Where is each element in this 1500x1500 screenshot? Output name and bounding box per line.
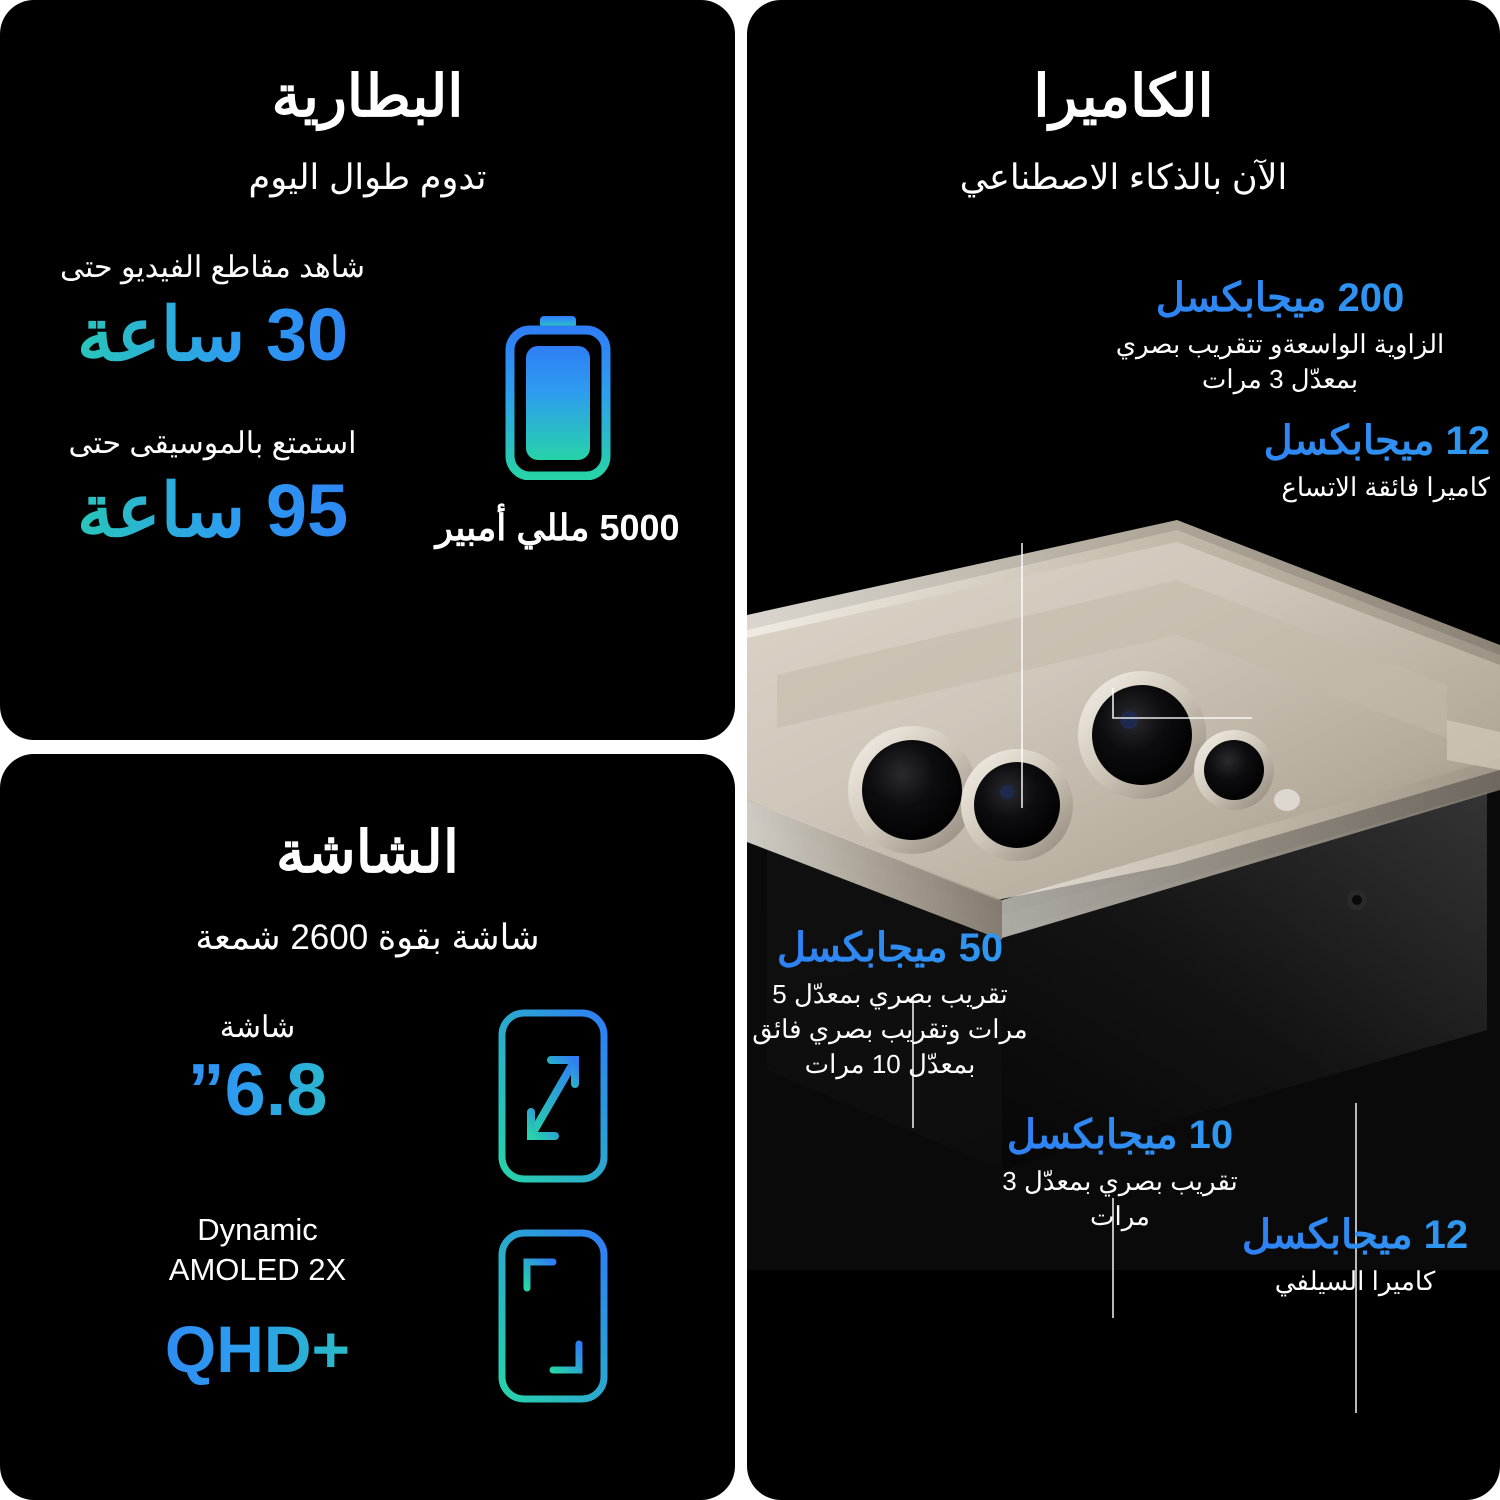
display-panel-line2: AMOLED 2X bbox=[168, 1251, 347, 1287]
battery-video-value: 30 ساعة bbox=[28, 294, 398, 377]
camera-spec-tele5x-desc: تقريب بصري بمعدّل 5 مرات وتقريب بصري فائق بمعدّل 10 مرات bbox=[752, 979, 1028, 1080]
battery-card bbox=[0, 0, 735, 740]
battery-icon bbox=[498, 312, 618, 480]
display-resolution: QHD+ bbox=[93, 1311, 423, 1387]
display-icons bbox=[463, 1004, 643, 1404]
battery-music-value: 95 ساعة bbox=[28, 470, 398, 553]
camera-spec-ultrawide-desc: كاميرا فائقة الاتساع bbox=[1281, 472, 1490, 502]
camera-spec-tele5x-value: 50 ميجابكسل bbox=[750, 925, 1030, 971]
display-specs bbox=[93, 1004, 423, 1404]
camera-spec-selfie bbox=[1230, 1212, 1480, 1299]
camera-column bbox=[747, 0, 1500, 1500]
camera-spec-wide-value: 200 ميجابكسل bbox=[1115, 275, 1445, 321]
camera-spec-selfie-value: 12 ميجابكسل bbox=[1230, 1212, 1480, 1258]
camera-subtitle: الآن بالذكاء الاصطناعي bbox=[959, 158, 1288, 197]
camera-spec-wide bbox=[1115, 275, 1445, 397]
camera-header bbox=[747, 0, 1500, 198]
camera-spec-wide-desc: الزاوية الواسعةو تتقريب بصري بمعدّل 3 مرات bbox=[1115, 329, 1445, 395]
battery-header bbox=[0, 0, 735, 198]
display-body bbox=[0, 1004, 735, 1404]
battery-music-label: استمتع بالموسيقى حتى bbox=[68, 427, 357, 461]
camera-spec-tele5x bbox=[750, 925, 1030, 1082]
camera-spec-selfie-desc: كاميرا السيلفي bbox=[1274, 1266, 1436, 1296]
battery-body bbox=[0, 238, 735, 553]
camera-spec-tele3x bbox=[995, 1112, 1245, 1234]
camera-title: الكاميرا bbox=[1033, 64, 1214, 129]
battery-subtitle: تدوم طوال اليوم bbox=[248, 158, 487, 197]
camera-card bbox=[747, 0, 1500, 1500]
display-screen-size: 6.8” bbox=[93, 1047, 423, 1132]
camera-spec-ultrawide-value: 12 ميجابكسل bbox=[1200, 418, 1490, 464]
display-title: الشاشة bbox=[276, 820, 459, 885]
camera-spec-tele3x-value: 10 ميجابكسل bbox=[995, 1112, 1245, 1158]
battery-icon-block bbox=[408, 238, 708, 549]
display-header bbox=[0, 754, 735, 958]
left-column bbox=[0, 0, 735, 1500]
camera-spec-ultrawide bbox=[1200, 418, 1490, 505]
battery-title: البطارية bbox=[271, 64, 464, 129]
display-subtitle: شاشة بقوة 2600 شمعة bbox=[195, 918, 540, 957]
screen-diagonal-icon bbox=[497, 1008, 609, 1184]
display-panel-line1: Dynamic bbox=[197, 1212, 318, 1247]
battery-stats bbox=[28, 238, 398, 553]
display-screen-label: شاشة bbox=[219, 1011, 296, 1044]
battery-capacity-label: 5000 مللي أمبير bbox=[435, 507, 680, 548]
display-card bbox=[0, 754, 735, 1500]
camera-spec-tele3x-desc: تقريب بصري بمعدّل 3 مرات bbox=[1002, 1166, 1238, 1232]
screen-corners-icon bbox=[497, 1228, 609, 1404]
battery-video-label: شاهد مقاطع الفيديو حتى bbox=[60, 251, 365, 284]
